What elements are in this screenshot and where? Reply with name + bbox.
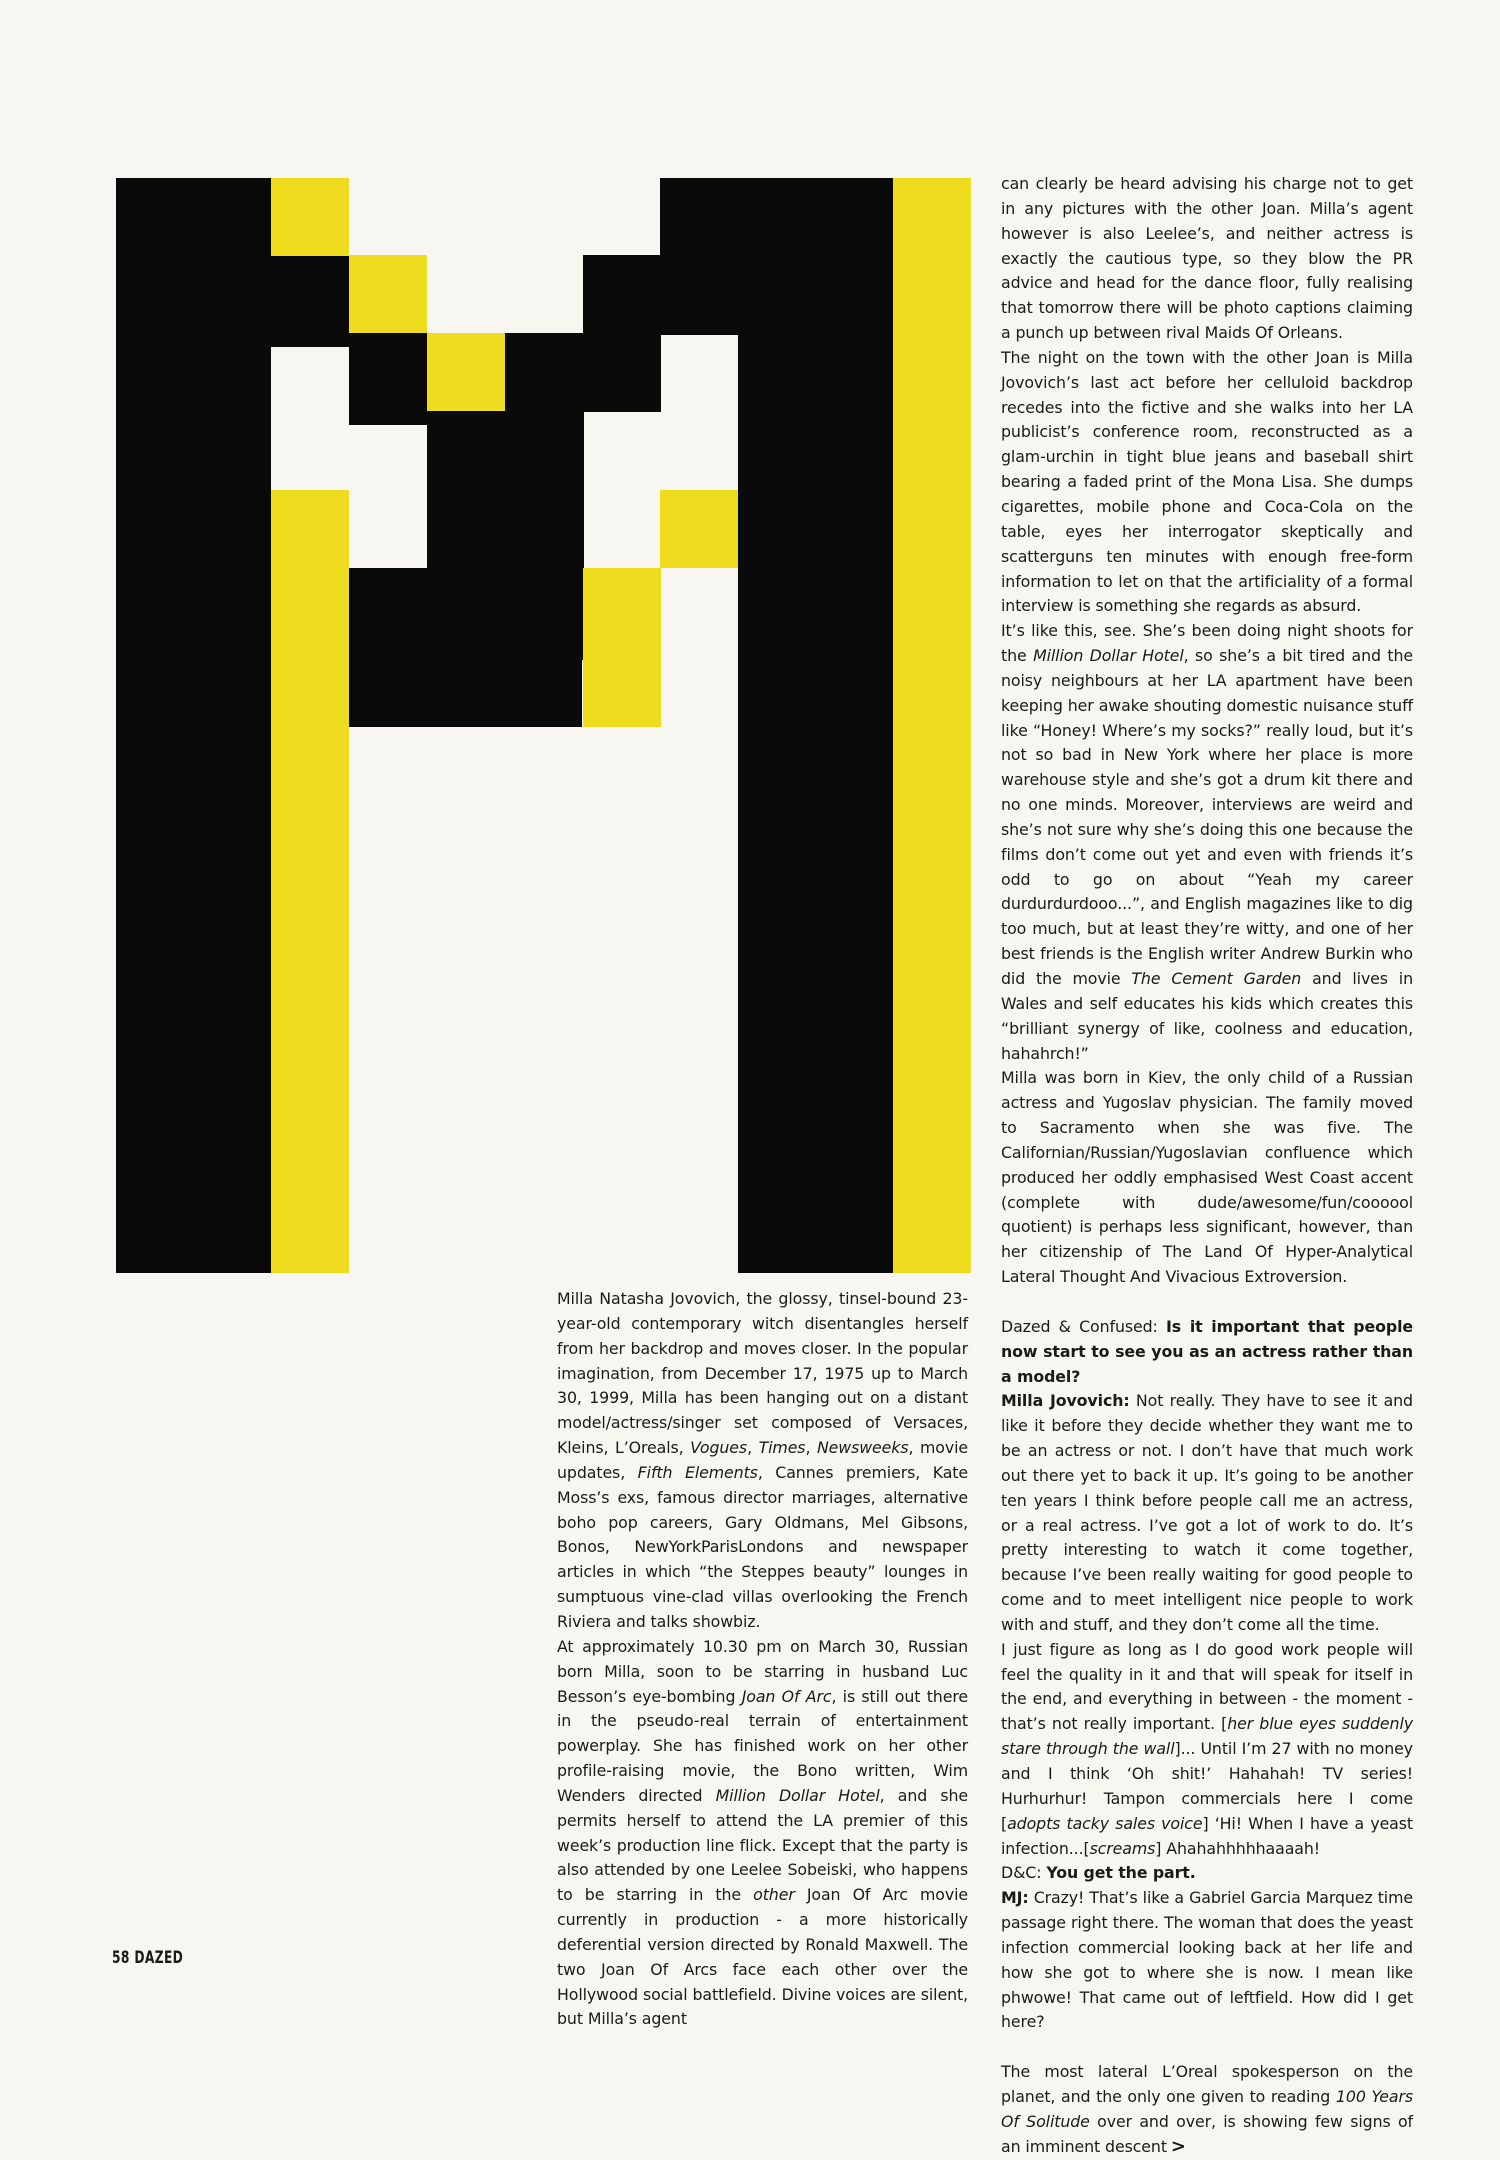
drop-cap-yellow-block bbox=[583, 568, 661, 727]
drop-cap-yellow-block bbox=[427, 333, 505, 411]
article-paragraph: Milla was born in Kiev, the only child of a Russian actress and Yugoslav physician. The family moved to Sacramento when she was five. The Californian/Russian/Yugoslavian confluence which produced her oddly emphasised West Coast accent (complete with dude/awesome/fun/coooool quotient) is perhaps less significant, however, than her citizenship of The Land Of Hyper-Analytical Lateral Thought And Vivacious Extroversion. bbox=[1001, 1068, 1413, 1287]
interview-answer: MJ: Crazy! That’s like a Gabriel Garcia Marquez time passage right there. The woman that does the yeast infection commercial looking back at her life and how she got to where she is now. I mean like phwowe! That came out of leftfield. How did I get here? bbox=[1001, 1888, 1413, 2032]
article-paragraph: It’s like this, see. She’s been doing night shoots for the Million Dollar Hotel, so she’s a bit tired and the noisy neighbours at her LA apartment have been keeping her awake shouting domestic nuisance stuff like “Honey! Where’s my socks?” really loud, but it’s not so bad in New York where her place is more warehouse style and she’s got a drum kit there and no one minds. Moreover, interviews are weird and she’s not sure why she’s doing this one because the films don’t come out yet and even with friends it’s odd to go on about “Yeah my career durdurdurdooo...”, and English magazines like to dig too much, but at least they’re witty, and one of her best friends is the English writer Andrew Burkin who did the movie The Cement Garden and lives in Wales and self educates his kids which creates this “brilliant synergy of like, coolness and education, hahahrch!” bbox=[1001, 621, 1413, 1063]
article-column-left bbox=[557, 1287, 968, 2032]
drop-cap-yellow-block bbox=[271, 490, 349, 1273]
drop-cap-black-block bbox=[505, 333, 583, 411]
drop-cap-black-block bbox=[116, 178, 271, 1273]
drop-cap-yellow-block bbox=[349, 255, 427, 333]
drop-cap-black-block bbox=[660, 178, 738, 335]
article-paragraph: At approximately 10.30 pm on March 30, Russian born Milla, soon to be starring in husband Luc Besson’s eye-bombing Joan Of Arc, is still out there in the pseudo-real terrain of entertainment powerplay. She has finished work on her other profile-raising movie, the Bono written, Wim Wenders directed Million Dollar Hotel, and she permits herself to attend the LA premier of this week’s production line flick. Except that the party is also attended by one Leelee Sobeiski, who happens to be starring in the other Joan Of Arc movie currently in production - a more historically deferential version directed by Ronald Maxwell. The two Joan Of Arcs face each other over the Hollywood social battlefield. Divine voices are silent, but Milla’s agent bbox=[557, 1636, 968, 2029]
drop-cap-yellow-block bbox=[271, 178, 349, 256]
article-paragraph: The most lateral L’Oreal spokesperson on the planet, and the only one given to reading 100 Years Of Solitude over and over, is showing few signs of an imminent descent > bbox=[1001, 2062, 1414, 2157]
interview-question: Dazed & Confused: Is it important that people now start to see you as an actress rather than a model? bbox=[1001, 1316, 1413, 1386]
intro-paragraph: Milla Natasha Jovovich, the glossy, tinsel-bound 23-year-old contemporary witch disentangles herself from her backdrop and moves closer. In the popular imagination, from December 17, 1975 up to March 30, 1999, Milla has been hanging out on a distant model/actress/singer set composed of Versaces, Kleins, L’Oreals, Vogues, Times, Newsweeks, movie updates, Fifth Elements, Cannes premiers, Kate Moss’s exs, famous director marriages, alternative boho pop careers, Gary Oldmans, Mel Gibsons, Bonos, NewYorkParisLondons and newspaper articles in which “the Steppes beauty” lounges in sumptuous vine-clad villas overlooking the French Riviera and talks showbiz. bbox=[557, 1289, 968, 1631]
drop-cap-black-block bbox=[738, 178, 893, 1273]
interview-answer: Milla Jovovich: Not really. They have to see it and like it before they decide whether they want me to be an actress or not. I don’t have that much work out there yet to back it up. It’s going to be another ten years I think before people call me an actress, or a real actress. I’ve got a lot of work to do. It’s pretty interesting to watch it come together, because I’ve been really waiting for good people to come and to meet intelligent nice people to work with and stuff, and they don’t come all the time. bbox=[1001, 1391, 1413, 1634]
drop-cap-black-block bbox=[271, 255, 349, 347]
drop-cap-yellow-block bbox=[660, 490, 738, 568]
drop-cap-black-block bbox=[583, 255, 661, 412]
drop-cap-yellow-block bbox=[893, 178, 971, 1273]
interview-answer: I just figure as long as I do good work people will feel the quality in it and that will speak for itself in the end, and everything in between - the moment - that’s not really important. [her blue eyes suddenly stare through the wall]... Until I’m 27 with no money and I think ‘Oh shit!’ Hahahah! TV series! Hurhurhur! Tampon commercials here I come [adopts tacky sales voice] ‘Hi! When I have a yeast infection...[screams] Ahahahhhhhaaaah! bbox=[1001, 1639, 1413, 1858]
article-column-right bbox=[1001, 172, 1413, 2160]
article-paragraph: can clearly be heard advising his charge not to get in any pictures with the other Joan. Milla’s agent however is also Leelee’s, and neither actress is exactly the cautious type, so they blow the PR advice and head for the dance floor, fully realising that tomorrow there will be photo captions claiming a punch up between rival Maids Of Orleans. bbox=[1001, 174, 1413, 343]
article-paragraph: The night on the town with the other Joan is Milla Jovovich’s last act before her celluloid backdrop recedes into the fictive and she walks into her LA publicist’s conference room, reconstructed as a glam-urchin in tight blue jeans and baseball shirt bearing a faded print of the Mona Lisa. She dumps cigarettes, mobile phone and Coca-Cola on the table, eyes her interrogator skeptically and scatterguns ten minutes with enough free-form information to let on that the artificiality of a formal interview is something she regards as absurd. bbox=[1001, 347, 1413, 616]
drop-cap-black-block bbox=[349, 333, 427, 425]
page-folio: 58 DAZED bbox=[112, 1948, 184, 1968]
interview-question: D&C: You get the part. bbox=[1001, 1863, 1196, 1883]
continue-arrow-icon: > bbox=[1170, 2135, 1186, 2157]
drop-cap-black-block bbox=[427, 411, 584, 568]
